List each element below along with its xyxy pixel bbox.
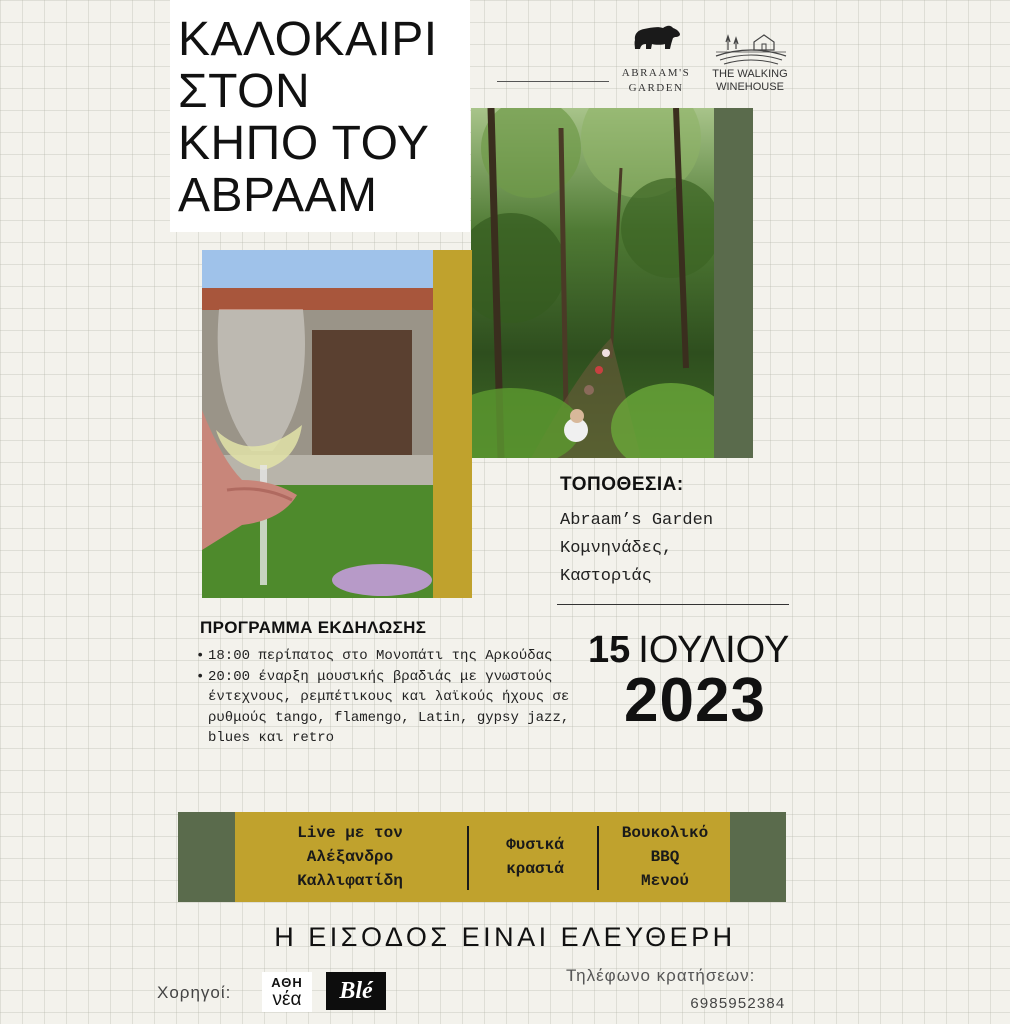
feature-line: Μενού bbox=[640, 872, 689, 890]
free-entry-notice: Η ΕΙΣΟΔΟΣ ΕΙΝΑΙ ΕΛΕΥΘΕΡΗ bbox=[274, 922, 736, 952]
title-line-2: ΣΤΟΝ bbox=[178, 65, 311, 118]
date-month: ΙΟΥΛΙΟΥ bbox=[638, 629, 790, 671]
feature-natural-wines bbox=[470, 812, 600, 902]
sponsor-logo-ble: Blé bbox=[326, 972, 386, 1010]
title-line-3: ΚΗΠΟ ΤΟΥ bbox=[178, 117, 430, 170]
logo-divider-line bbox=[497, 81, 609, 82]
feature-line: Φυσικά bbox=[506, 836, 564, 854]
feature-live-music bbox=[235, 812, 465, 902]
feature-line: κρασιά bbox=[506, 860, 564, 878]
banner-cap-right bbox=[730, 812, 786, 902]
logo2-line-2: WINEHOUSE bbox=[716, 81, 784, 93]
wine-glass-photo bbox=[202, 250, 433, 598]
vineyard-icon bbox=[714, 26, 788, 66]
banner-cap-left bbox=[178, 812, 235, 902]
abraams-garden-logo bbox=[610, 66, 702, 96]
location-divider bbox=[557, 604, 789, 605]
feature-line: Live με τον bbox=[297, 824, 403, 842]
sponsor-logo-athina bbox=[262, 972, 312, 1012]
program-title: ΠΡΟΓΡΑΜΜΑ ΕΚΔΗΛΩΣΗΣ bbox=[200, 618, 427, 637]
program-list bbox=[196, 646, 586, 749]
accent-bar-gold bbox=[432, 250, 472, 598]
logo1-line-2: GARDEN bbox=[628, 82, 684, 94]
location-address bbox=[560, 507, 713, 591]
event-title bbox=[178, 14, 478, 222]
logo2-line-1: THE WALKING bbox=[712, 68, 788, 80]
logo1-line-1: ABRAAM'S bbox=[621, 67, 691, 79]
location-title: ΤΟΠΟΘΕΣΙΑ: bbox=[560, 474, 684, 495]
location-line-2: Κομνηνάδες, bbox=[560, 539, 673, 558]
sponsor1-top: ΑΘΗ bbox=[271, 975, 303, 990]
feature-line: Αλέξανδρο bbox=[306, 848, 394, 866]
location-line-3: Καστοριάς bbox=[560, 567, 652, 586]
accent-bar-green bbox=[713, 108, 753, 458]
title-line-1: ΚΑΛΟΚΑΙΡΙ bbox=[178, 13, 438, 66]
phone-number[interactable]: 6985952384 bbox=[690, 996, 786, 1013]
program-item: • 18:00 περίπατος στο Μονοπάτι της Αρκούδας bbox=[196, 646, 586, 667]
feature-line: Καλλιφατίδη bbox=[297, 872, 403, 890]
feature-separator bbox=[597, 826, 599, 890]
feature-line: Βουκολικό bbox=[621, 824, 709, 842]
location-line-1: Abraam’s Garden bbox=[560, 511, 714, 530]
program-item: • 20:00 έναρξη μουσικής βραδιάς με γνωστούς έντεχνους, ρεμπέτικους και λαϊκούς ήχους σε ρυθμούς tango, flamengo, Latin, gypsy jazz, blues και retro bbox=[196, 667, 586, 749]
date-day: 15 bbox=[588, 629, 631, 671]
title-line-4: ΑΒΡΑΑΜ bbox=[178, 169, 378, 222]
feature-bbq-menu bbox=[600, 812, 730, 902]
bear-icon bbox=[630, 20, 682, 54]
walking-winehouse-logo bbox=[700, 68, 800, 94]
sponsors-label: Χορηγοί: bbox=[157, 983, 232, 1002]
feature-line: BBQ bbox=[650, 848, 680, 866]
date-year: 2023 bbox=[624, 666, 766, 735]
feature-separator bbox=[467, 826, 469, 890]
sponsor1-bottom: νέα bbox=[272, 989, 302, 1010]
phone-label: Τηλέφωνο κρατήσεων: bbox=[566, 966, 756, 985]
forest-path-photo bbox=[471, 108, 714, 458]
